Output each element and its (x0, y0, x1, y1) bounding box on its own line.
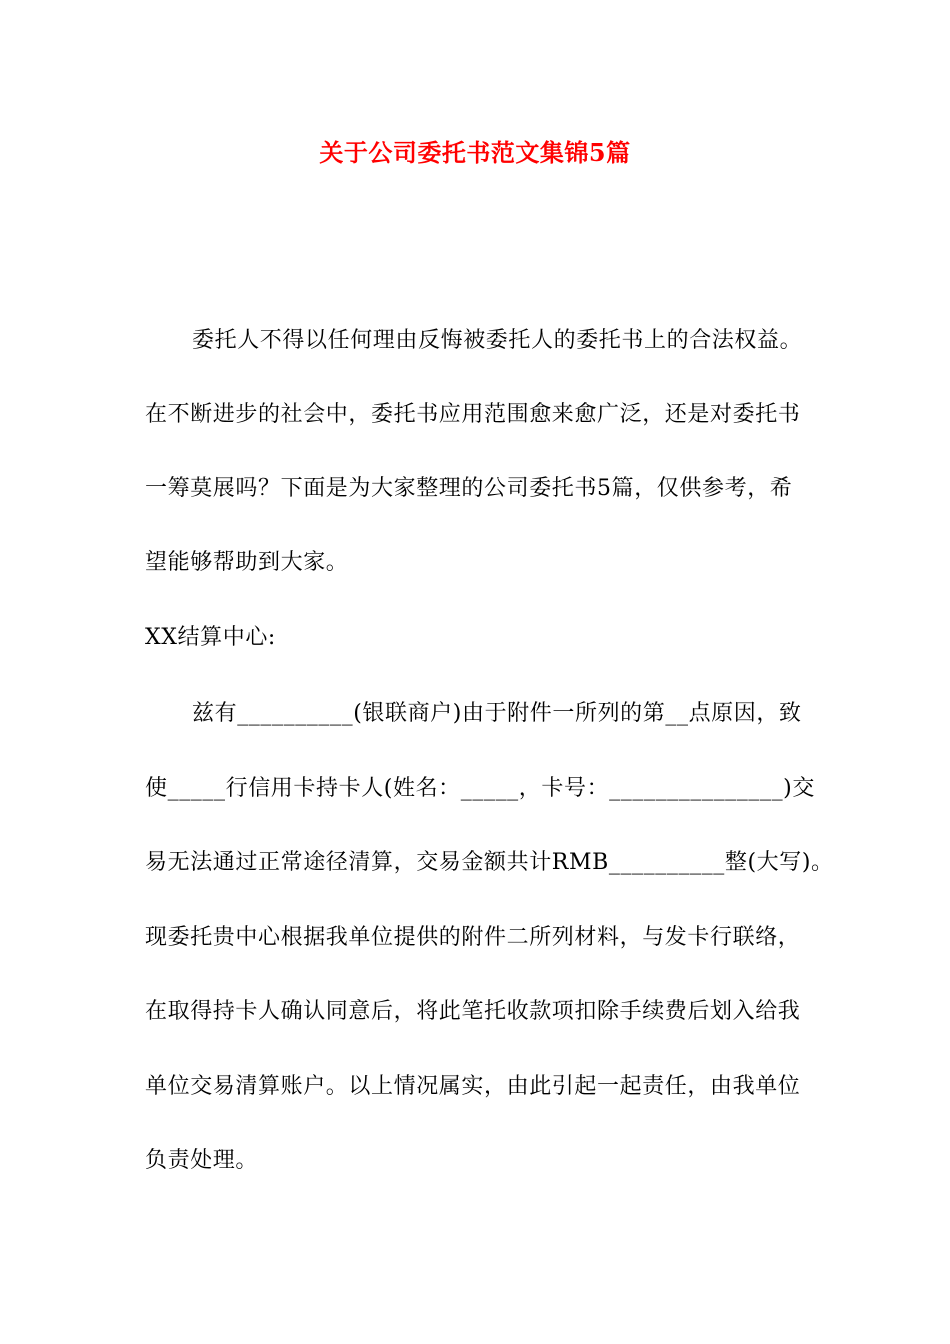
paragraph-line: 负责处理。 (145, 1148, 259, 1173)
document-title: 关于公司委托书范文集锦5篇 (319, 138, 631, 167)
paragraph-line: 一筹莫展吗？下面是为大家整理的公司委托书5篇，仅供参考，希 (145, 476, 793, 501)
paragraph-line: 在不断进步的社会中，委托书应用范围愈来愈广泛，还是对委托书 (145, 402, 801, 427)
paragraph-line: 使_____行信用卡持卡人(姓名：_____，卡号：_______________)交 (145, 776, 815, 801)
paragraph-line: 单位交易清算账户。以上情况属实，由此引起一起责任，由我单位 (145, 1074, 801, 1099)
paragraph-line: 兹有__________(银联商户)由于附件一所列的第__点原因，致 (192, 701, 802, 726)
paragraph-line: 易无法通过正常途径清算，交易金额共计RMB__________整(大写)。 (145, 850, 834, 875)
paragraph-line: 现委托贵中心根据我单位提供的附件二所列材料，与发卡行联络， (145, 925, 801, 950)
paragraph-line: 在取得持卡人确认同意后，将此笔托收款项扣除手续费后划入给我 (145, 999, 801, 1024)
salutation-line: XX结算中心: (145, 625, 276, 650)
paragraph-line: 委托人不得以任何理由反悔被委托人的委托书上的合法权益。 (192, 328, 803, 353)
paragraph-line: 望能够帮助到大家。 (145, 550, 349, 575)
